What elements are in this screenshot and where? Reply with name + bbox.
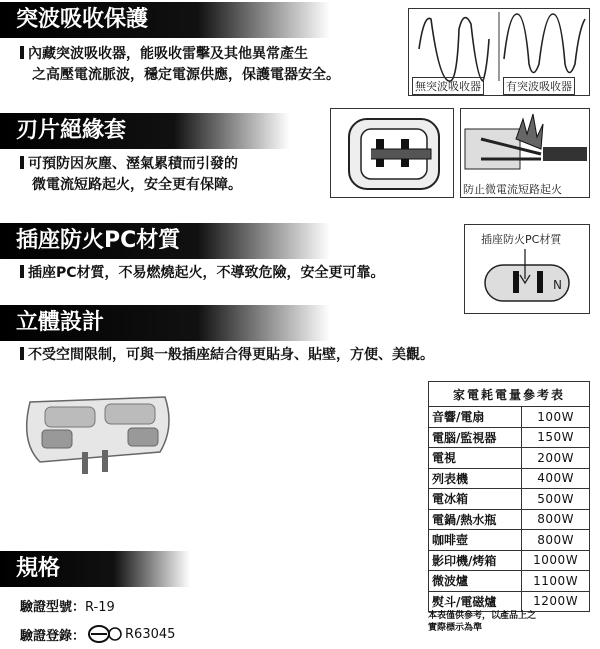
certification-mark-icon — [87, 624, 123, 644]
note-line-2: 實際標示為準 — [428, 623, 483, 633]
power-table-row — [429, 468, 590, 489]
appliance-wattage: 1000W — [522, 550, 590, 571]
spec-registration-row — [20, 624, 175, 644]
caption-with-surge: 有突波吸收器 — [503, 77, 575, 95]
short-circuit-figure — [460, 108, 590, 198]
power-table-row — [429, 530, 590, 551]
appliance-wattage: 400W — [522, 468, 590, 489]
appliance-wattage: 1200W — [522, 591, 590, 612]
blade-description — [20, 154, 242, 196]
surge-line-2: 之高壓電流脈波，穩定電源供應，保護電器安全。 — [32, 67, 340, 83]
appliance-name: 微波爐 — [429, 571, 522, 592]
socket-caption: 插座防火PC材質 — [481, 233, 562, 246]
socket-neutral-letter: N — [553, 278, 562, 292]
shape-line-1: 不受空間限制，可與一般插座結合得更貼身、貼壁，方便、美觀。 — [28, 347, 434, 363]
pc-description — [20, 263, 385, 284]
shape-section-header: 立體設計 — [0, 305, 330, 341]
plug-prong-graphic — [331, 109, 453, 197]
surge-line-1: 內藏突波吸收器，能吸收雷擊及其他異常產生 — [28, 46, 308, 62]
blade-section-header: 刃片絕緣套 — [0, 113, 290, 149]
appliance-wattage: 100W — [522, 407, 590, 428]
spec-section-header: 規格 — [0, 551, 190, 587]
shape-description — [20, 345, 434, 366]
power-table-row — [429, 489, 590, 510]
appliance-name: 熨斗/電磁爐 — [429, 591, 522, 612]
appliance-name: 影印機/烤箱 — [429, 550, 522, 571]
short-circuit-caption: 防止微電流短路起火 — [463, 183, 562, 196]
appliance-wattage: 500W — [522, 489, 590, 510]
model-value: R-19 — [85, 600, 115, 615]
power-table-row — [429, 509, 590, 530]
bullet-bar — [20, 347, 24, 360]
surge-description — [20, 44, 340, 86]
appliance-wattage: 800W — [522, 509, 590, 530]
power-consumption-table — [428, 381, 590, 612]
appliance-name: 電冰箱 — [429, 489, 522, 510]
appliance-wattage: 1100W — [522, 571, 590, 592]
registration-label: 驗證登錄： — [20, 628, 86, 644]
socket-figure — [464, 224, 590, 314]
model-label: 驗證型號： — [20, 600, 86, 615]
blade-line-1: 可預防因灰塵、溼氣累積而引發的 — [28, 156, 238, 172]
pc-line-1: 插座PC材質，不易燃燒起火，不導致危險，安全更可靠。 — [28, 265, 385, 281]
spec-model-row — [20, 596, 115, 615]
appliance-wattage: 800W — [522, 530, 590, 551]
appliance-name: 電視 — [429, 448, 522, 469]
appliance-name: 電鍋/熱水瓶 — [429, 509, 522, 530]
registration-value: R63045 — [125, 626, 176, 642]
power-table-row — [429, 550, 590, 571]
power-table-note — [428, 610, 598, 634]
caption-no-surge: 無突波吸收器 — [412, 77, 484, 95]
blade-line-2: 微電流短路起火，安全更有保障。 — [32, 177, 242, 193]
note-line-1: 本表僅供參考，以產品上之 — [428, 611, 537, 621]
power-table-title: 家電耗電量參考表 — [429, 382, 590, 407]
surge-waveform-figure — [408, 8, 590, 96]
pc-section-header: 插座防火PC材質 — [0, 223, 330, 259]
power-table-row — [429, 591, 590, 612]
surge-section-header: 突波吸收保護 — [0, 2, 330, 38]
appliance-name: 電腦/監視器 — [429, 427, 522, 448]
bullet-bar — [20, 46, 24, 59]
appliance-wattage: 200W — [522, 448, 590, 469]
appliance-wattage: 150W — [522, 427, 590, 448]
power-table-row — [429, 407, 590, 428]
power-table-row — [429, 448, 590, 469]
appliance-name: 咖啡壺 — [429, 530, 522, 551]
appliance-name: 音響/電扇 — [429, 407, 522, 428]
product-image — [10, 382, 180, 482]
appliance-name: 列表機 — [429, 468, 522, 489]
plug-prong-figure — [330, 108, 454, 198]
bullet-bar — [20, 265, 24, 278]
bullet-bar — [20, 156, 24, 169]
power-table-row — [429, 427, 590, 448]
power-table-row — [429, 571, 590, 592]
